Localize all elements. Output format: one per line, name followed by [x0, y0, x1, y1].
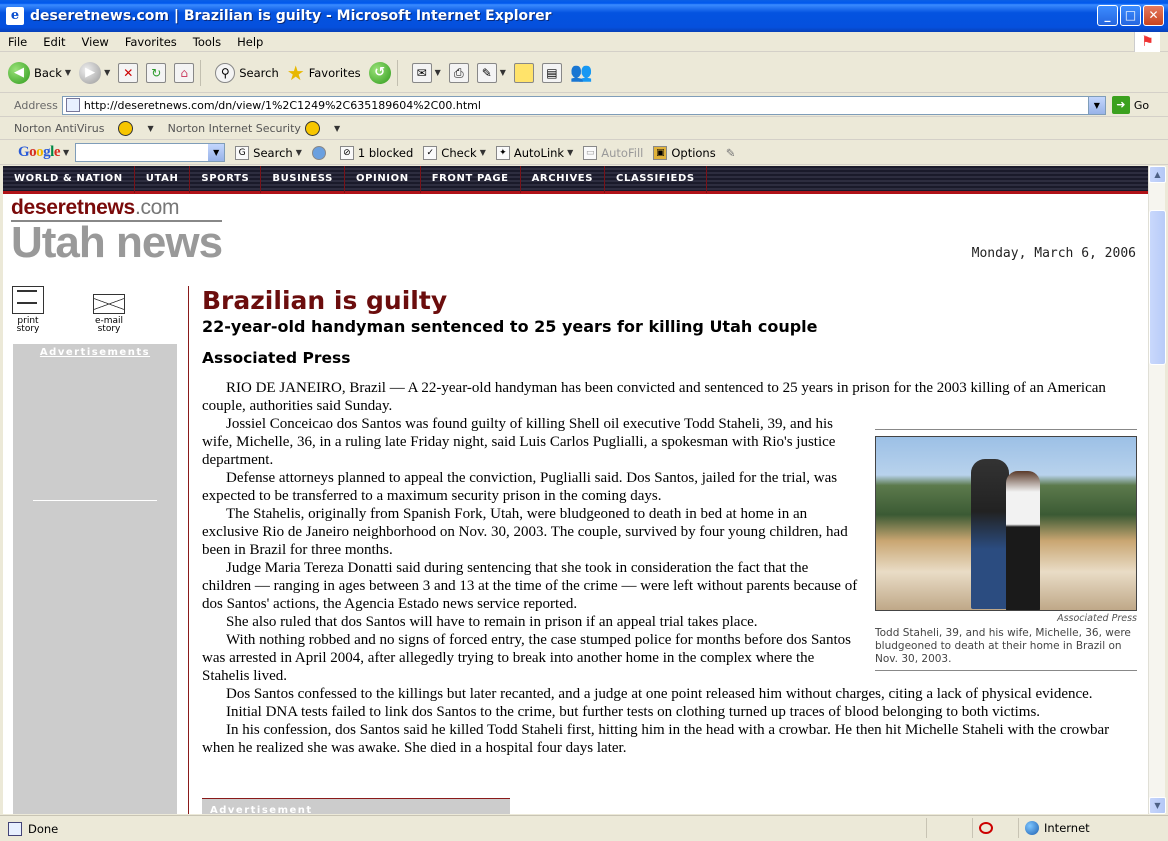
vertical-scrollbar[interactable] [1148, 166, 1165, 814]
dropdown-arrow-icon[interactable]: ▼ [63, 148, 70, 157]
mail-icon: ✉ [412, 63, 432, 83]
mail-button[interactable] [412, 63, 441, 83]
norton-security-icon[interactable] [305, 121, 320, 136]
dropdown-arrow-icon[interactable]: ▼ [333, 124, 341, 133]
discuss-button[interactable] [514, 63, 534, 83]
norton-security-label[interactable]: Norton Internet Security [167, 122, 301, 135]
photo-person-man [971, 459, 1009, 609]
edit-icon: ✎ [477, 63, 497, 83]
menu-favorites[interactable]: Favorites [124, 34, 177, 49]
favorites-button[interactable]: ★ Favorites [286, 60, 361, 85]
title-bar [0, 0, 1168, 32]
ad-sidebar [13, 344, 177, 814]
email-story-link[interactable]: e-mail story [89, 286, 129, 334]
article [202, 286, 1137, 757]
site-nav [3, 166, 1148, 194]
autolink-button[interactable]: ✦ AutoLink ▼ [496, 146, 573, 160]
menu-view[interactable]: View [81, 34, 109, 49]
menu-tools[interactable]: Tools [192, 34, 222, 49]
article-photo[interactable] [875, 436, 1137, 611]
photo-credit: Associated Press [1057, 613, 1137, 624]
norton-antivirus-icon[interactable] [118, 121, 133, 136]
popup-blocked-icon [979, 822, 993, 834]
options-icon: ▣ [653, 146, 667, 160]
stop-button[interactable] [118, 63, 138, 83]
autofill-icon: ▭ [583, 146, 597, 160]
options-button[interactable]: ▣ Options [653, 146, 715, 160]
research-button[interactable] [542, 63, 562, 83]
search-button[interactable]: ⚲ Search [215, 63, 279, 83]
photo-caption: Todd Staheli, 39, and his wife, Michelle, 36, were bludgeoned to death at their home in Brazil on Nov. 30, 2003. [875, 627, 1131, 665]
paragraph: Defense attorneys planned to appeal the conviction, Puglialli said. Dos Santos, jailed for the trial, was expected to be transferred to a maximum security prison in the coming days. [202, 470, 838, 504]
paragraph: With nothing robbed and no signs of forced entry, the case stumped police for months before dos Santos was arrested in April 2004, after allegedly trying to break into another home in the complex where the Stahelis lived. [202, 632, 851, 684]
messenger-icon: 👥 [569, 62, 593, 83]
back-button[interactable]: ◀ Back ▼ [8, 62, 71, 84]
paragraph: Jossiel Conceicao dos Santos was found guilty of killing Shell oil executive Todd Staheli, 39, and his wife, Michelle, 36, in a ruling late Friday night, said Luis Carlos Puglialli, a spokesman with Rio's justice department. [202, 416, 836, 468]
history-icon: ↺ [369, 62, 391, 84]
history-button[interactable] [369, 62, 391, 84]
page-done-icon [8, 822, 22, 836]
windows-logo-icon: ⚑ [1134, 32, 1160, 52]
messenger-button[interactable] [570, 62, 592, 83]
home-icon: ⌂ [174, 63, 194, 83]
ads-heading: Advertisements [39, 347, 151, 358]
google-g-icon: G [235, 146, 249, 160]
forward-arrow-icon: ▶ [79, 62, 101, 84]
maximize-button[interactable]: □ [1120, 5, 1141, 26]
go-arrow-icon: ➜ [1112, 96, 1130, 114]
status-text: Done [28, 821, 59, 836]
dropdown-arrow-icon[interactable]: ▼ [295, 148, 302, 157]
paragraph: She also ruled that dos Santos will have to remain in prison if an appeal trial takes place. [226, 614, 758, 630]
popup-blocked-icon: ⊘ [340, 146, 354, 160]
close-button[interactable]: ✕ [1143, 5, 1164, 26]
paragraph: Dos Santos confessed to the killings but later recanted, and a judge at one point released him without charges, citing a lack of physical evidence. [226, 686, 1093, 702]
nav-classifieds[interactable]: CLASSIFIEDS [605, 166, 707, 193]
standard-toolbar [0, 53, 1168, 93]
dropdown-arrow-icon[interactable]: ▼ [499, 68, 506, 77]
address-input[interactable] [62, 96, 1106, 115]
toolbar-separator [397, 60, 398, 86]
status-panel [926, 818, 972, 838]
globe-icon [1025, 821, 1039, 835]
window-controls [1097, 5, 1164, 26]
spellcheck-button[interactable]: ✓ Check ▼ [423, 146, 486, 160]
address-dropdown-icon[interactable]: ▼ [1088, 97, 1105, 114]
google-pagerank-button[interactable] [312, 146, 330, 160]
address-bar [0, 94, 1168, 117]
dropdown-arrow-icon[interactable]: ▼ [64, 68, 72, 77]
site-name: deseretnews.com [11, 196, 222, 222]
divider [33, 500, 157, 501]
home-button[interactable] [174, 63, 194, 83]
back-arrow-icon: ◀ [8, 62, 30, 84]
security-zone-panel[interactable]: Internet [1018, 818, 1168, 838]
edit-button[interactable] [477, 63, 506, 83]
globe-icon [312, 146, 326, 160]
menu-bar [0, 32, 1168, 52]
window-title: deseretnews.com | Brazilian is guilty - Microsoft Internet Explorer [30, 8, 552, 24]
abc-check-icon: ✓ [423, 146, 437, 160]
paragraph: RIO DE JANEIRO, Brazil — A 22-year-old handyman has been convicted and sentenced to 25 years in prison for the 2003 killing of an American couple, authorities said Sunday. [202, 380, 1106, 414]
status-panels [926, 818, 1168, 838]
paragraph: Judge Maria Tereza Donatti said during sentencing that she took in consideration the fact that the children — ranging in ages between 3 and 13 at the time of the crime — were left without parents because of dos Santos' actions, the Agencia Estado news service reported. [202, 560, 858, 612]
dropdown-arrow-icon[interactable]: ▼ [208, 144, 224, 161]
menu-edit[interactable]: Edit [43, 34, 66, 49]
story-tools [11, 286, 176, 346]
google-search-input[interactable] [75, 143, 225, 162]
dropdown-arrow-icon[interactable]: ▼ [434, 68, 441, 77]
scroll-down-button[interactable]: ▼ [1149, 797, 1166, 814]
page-viewport [3, 166, 1148, 814]
article-subhead: 22-year-old handyman sentenced to 25 years for killing Utah couple [202, 317, 818, 336]
advertisement-box [202, 798, 510, 814]
nav-front-page[interactable]: FRONT PAGE [421, 166, 521, 193]
google-logo[interactable]: Google [18, 144, 61, 160]
dropdown-arrow-icon[interactable]: ▼ [567, 148, 574, 157]
article-byline: Associated Press [202, 349, 351, 367]
address-label: Address [14, 98, 58, 112]
page-icon [66, 98, 80, 112]
ie-icon: e [6, 7, 24, 25]
status-bar [0, 815, 1168, 841]
site-logo[interactable] [11, 196, 222, 268]
dropdown-arrow-icon[interactable]: ▼ [104, 68, 111, 77]
popup-blocker-button[interactable]: ⊘ 1 blocked [340, 146, 413, 160]
research-icon: ▤ [542, 63, 562, 83]
printer-icon: ⎙ [449, 63, 469, 83]
go-button[interactable]: ➜ Go [1112, 96, 1149, 114]
paragraph: Initial DNA tests failed to link dos Santos to the crime, but further tests on clothing turned up traces of blood belonging to both victims. [226, 704, 1041, 720]
nav-business[interactable]: BUSINESS [261, 166, 345, 193]
column-divider [188, 286, 189, 814]
menu-file[interactable]: File [8, 34, 28, 49]
printer-icon [12, 286, 44, 314]
envelope-icon [93, 294, 125, 314]
nav-utah[interactable]: UTAH [135, 166, 191, 193]
dropdown-arrow-icon[interactable]: ▼ [479, 148, 486, 157]
scroll-thumb[interactable] [1149, 210, 1166, 365]
search-icon: ⚲ [215, 63, 235, 83]
pencil-button[interactable] [726, 146, 736, 160]
paragraph: In his confession, dos Santos said he killed Todd Staheli first, hitting him in the head with a crowbar. He then hit Michelle Staheli with the crowbar when he realized she was awake. She died in a hospital four days later. [202, 722, 1110, 756]
nav-world-nation[interactable]: WORLD & NATION [3, 166, 135, 193]
refresh-icon: ↻ [146, 63, 166, 83]
print-story-link[interactable]: print story [11, 286, 45, 334]
date-line: Monday, March 6, 2006 [971, 246, 1136, 261]
article-headline: Brazilian is guilty [202, 286, 448, 315]
nav-sports[interactable]: SPORTS [190, 166, 261, 193]
toolbar-separator [200, 60, 201, 86]
paragraph: The Stahelis, originally from Spanish Fork, Utah, were bludgeoned to death in bed at home in an exclusive Rio de Janeiro neighborhood on Nov. 30, 2003. The couple, survived by four young children, had been in Brazil for three months. [202, 506, 848, 558]
pencil-icon: ✎ [725, 145, 736, 160]
wand-icon: ✦ [496, 146, 510, 160]
norton-antivirus-label[interactable]: Norton AntiVirus [14, 122, 105, 135]
article-body [202, 379, 1137, 757]
minimize-button[interactable]: _ [1097, 5, 1118, 26]
dropdown-arrow-icon[interactable]: ▼ [147, 124, 154, 133]
stop-icon: ✕ [118, 63, 138, 83]
nav-archives[interactable]: ARCHIVES [521, 166, 605, 193]
photo-person-woman [1006, 471, 1040, 611]
section-title: Utah news [11, 218, 223, 267]
note-icon [514, 63, 534, 83]
refresh-button[interactable] [146, 63, 166, 83]
google-toolbar [0, 141, 1168, 165]
nav-opinion[interactable]: OPINION [345, 166, 421, 193]
autofill-button[interactable]: ▭ AutoFill [583, 146, 643, 160]
star-icon: ★ [286, 60, 305, 85]
scroll-up-button[interactable]: ▲ [1149, 166, 1166, 183]
address-url: http://deseretnews.com/dn/view/1%2C1249%2C635189604%2C00.html [83, 98, 481, 112]
menu-help[interactable]: Help [237, 34, 264, 49]
print-button[interactable] [449, 63, 469, 83]
forward-button[interactable] [79, 62, 110, 84]
advertisement-label: Advertisement [210, 805, 313, 814]
photo-box [875, 429, 1137, 671]
popup-blocked-panel[interactable] [972, 818, 1018, 838]
norton-toolbar [0, 118, 1168, 140]
google-search-button[interactable]: G Search ▼ [235, 146, 302, 160]
